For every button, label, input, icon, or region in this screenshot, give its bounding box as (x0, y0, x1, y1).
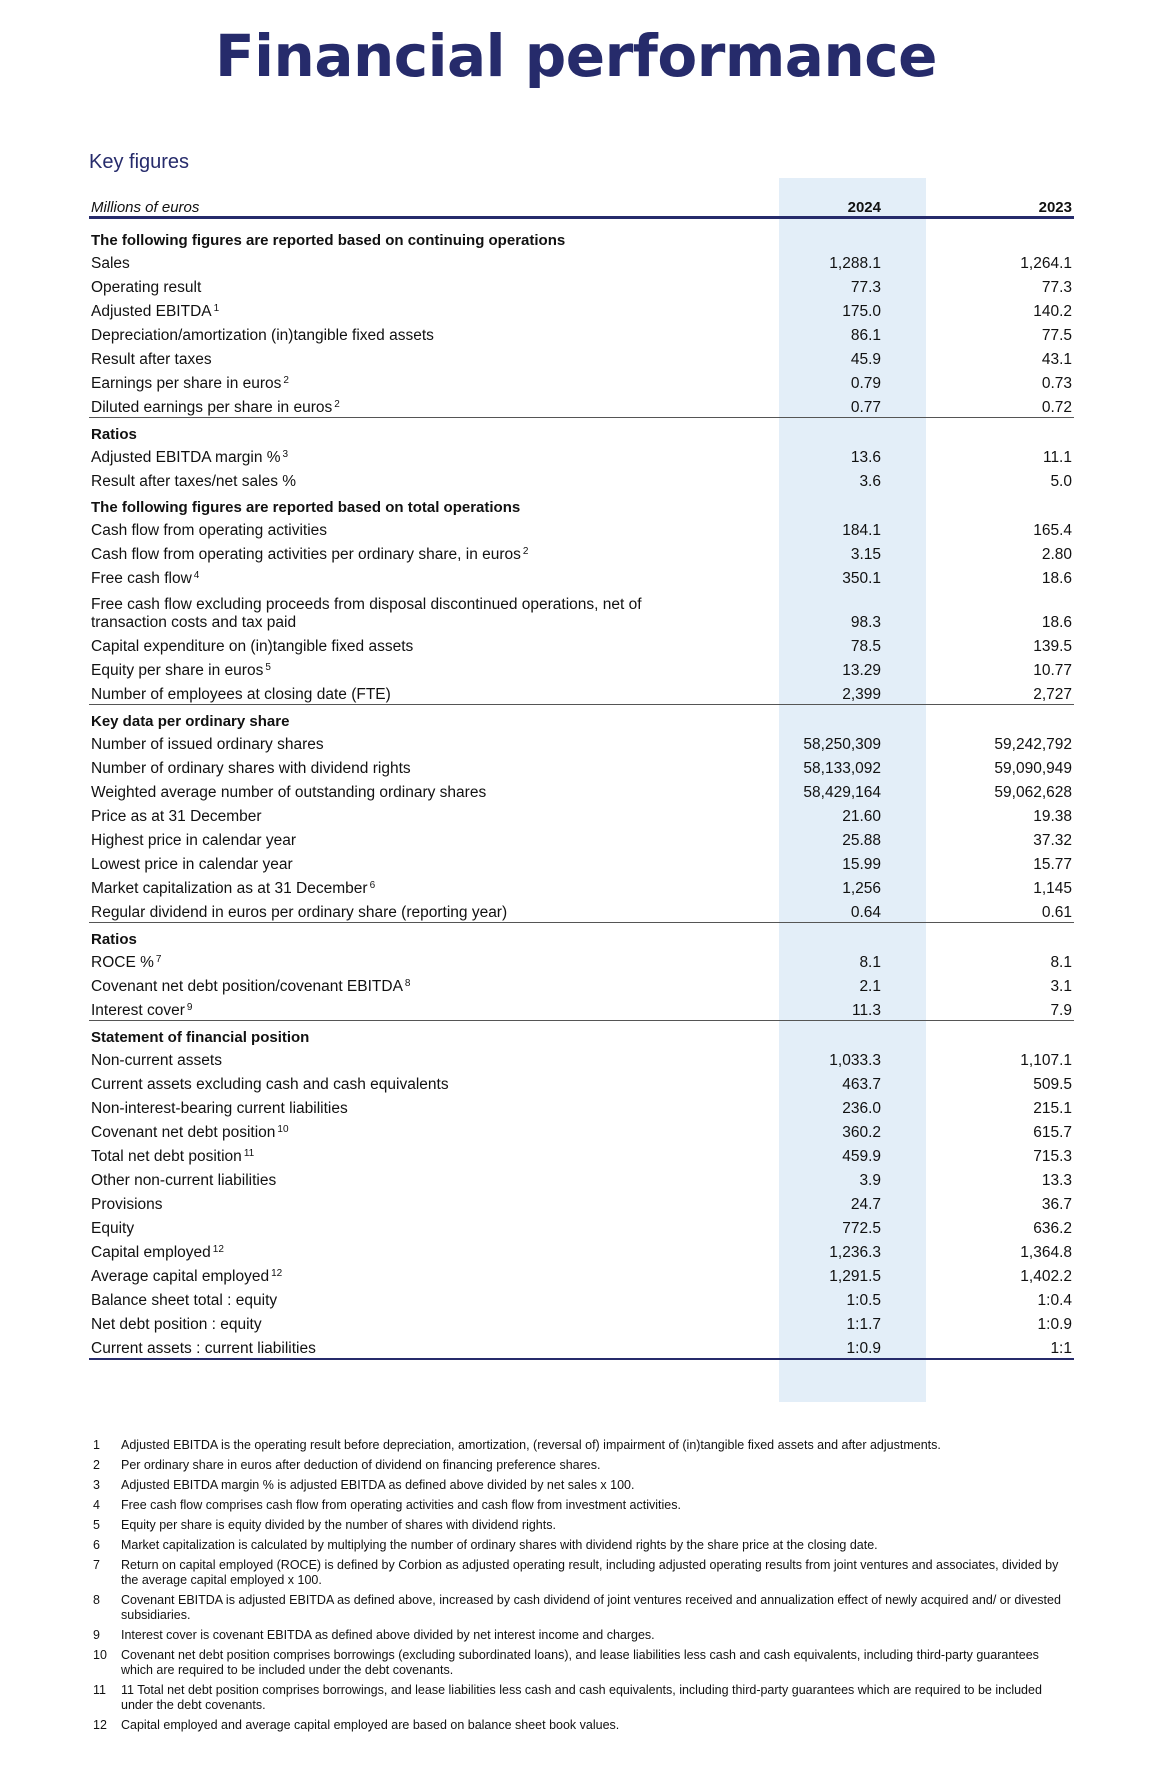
table-row (89, 632, 1074, 656)
row-label-text: Cash flow from operating activities per ordinary share, in euros (91, 546, 521, 563)
row-label-text: Other non-current liabilities (91, 1172, 277, 1189)
value-2024: 77.3 (850, 279, 881, 296)
footnote-text: Market capitalization is calculated by multiplying the number of ordinary shares with dividend rights by the share price at the closing date. (121, 1538, 878, 1552)
footnote-item (93, 1593, 1073, 1623)
row-label-text: Operating result (91, 279, 202, 296)
footnote-number: 12 (93, 1718, 107, 1732)
row-label-text: Covenant net debt position/covenant EBITDA (91, 978, 403, 995)
footnote-ref: 7 (155, 954, 162, 965)
table-row (89, 1262, 1074, 1286)
unit-label: Millions of euros (89, 188, 734, 218)
row-label (89, 1094, 734, 1118)
value-2024: 1,256 (842, 880, 881, 897)
value-2023: 19.38 (1033, 808, 1072, 825)
value-2024: 8.1 (859, 954, 881, 971)
footnote-number: 9 (93, 1628, 100, 1642)
section-heading: Key data per ordinary share (89, 705, 1074, 731)
row-label-text: Total net debt position (91, 1148, 242, 1165)
footnote-number: 11 (93, 1683, 106, 1697)
row-label-text: Diluted earnings per share in euros (91, 399, 333, 416)
footnote-text: Covenant EBITDA is adjusted EBITDA as defined above, increased by cash dividend of joint ventures received and annualization effect of newly acquired and/ or divested subsidiaries. (121, 1593, 1061, 1622)
row-label-text: Price as at 31 December (91, 808, 262, 825)
row-label-text: Equity per share in euros (91, 662, 264, 679)
row-label (89, 369, 734, 393)
value-2024: 175.0 (842, 303, 881, 320)
value-2023: 1,145 (1033, 880, 1072, 897)
footnote-number: 2 (93, 1458, 100, 1472)
row-label (89, 443, 734, 467)
value-2023: 509.5 (1033, 1076, 1072, 1093)
value-2023: 0.72 (1041, 399, 1072, 416)
value-2023: 1,107.1 (1020, 1052, 1072, 1069)
section-heading-row (89, 218, 1074, 250)
table-row (89, 802, 1074, 826)
footnote-number: 3 (93, 1478, 100, 1492)
row-label-text: Adjusted EBITDA margin % (91, 449, 281, 466)
footnote-ref: 3 (282, 449, 289, 460)
footnote-ref: 2 (522, 546, 529, 557)
value-2023: 11.1 (1042, 449, 1072, 466)
table-row (89, 778, 1074, 802)
value-2023: 215.1 (1033, 1100, 1072, 1117)
value-2024: 13.29 (842, 662, 881, 679)
row-label (89, 1262, 734, 1286)
row-label (89, 1286, 734, 1310)
footnote-item (93, 1683, 1073, 1713)
table-row (89, 443, 1074, 467)
section-heading: Statement of financial position (89, 1021, 1074, 1047)
value-2023: 0.73 (1041, 375, 1072, 392)
footnote-ref: 8 (404, 978, 411, 989)
row-label (89, 656, 734, 680)
row-label-text: Adjusted EBITDA (91, 303, 212, 320)
value-2024: 58,429,164 (803, 784, 881, 801)
value-2024: 3.15 (850, 546, 881, 563)
footnote-item (93, 1648, 1073, 1678)
value-2023: 18.6 (1041, 570, 1072, 587)
row-label-text: Average capital employed (91, 1268, 270, 1285)
table-row (89, 1094, 1074, 1118)
table-row (89, 540, 1074, 564)
value-2024: 184.1 (842, 522, 881, 539)
table-row (89, 730, 1074, 754)
row-label-text: Result after taxes/net sales % (91, 473, 297, 490)
row-label-text: Net debt position : equity (91, 1316, 262, 1333)
value-2023: 43.1 (1041, 351, 1072, 368)
row-label (89, 826, 734, 850)
value-2024: 45.9 (850, 351, 881, 368)
row-label-text: Capital expenditure on (in)tangible fixed assets (91, 638, 414, 655)
value-2024: 21.60 (842, 808, 881, 825)
value-2023: 1:0.9 (1037, 1316, 1072, 1333)
value-2023: 1,402.2 (1020, 1268, 1072, 1285)
value-2023: 1:1 (925, 1334, 1074, 1359)
table-row (89, 1310, 1074, 1334)
value-2023: 59,062,628 (994, 784, 1072, 801)
footnote-text: 11 Total net debt position comprises borrowings, and lease liabilities less cash and cash equivalents, including third-party guarantees which are required to be included under the debt covenants. (121, 1683, 1042, 1712)
table-row (89, 564, 1074, 588)
value-2024: 459.9 (842, 1148, 881, 1165)
row-label-text: Lowest price in calendar year (91, 856, 293, 873)
page-title: Financial performance (215, 22, 937, 90)
footnote-item (93, 1498, 1073, 1513)
section-heading-row (89, 418, 1074, 444)
value-2024: 772.5 (842, 1220, 881, 1237)
row-label (89, 632, 734, 656)
table-row (89, 1190, 1074, 1214)
footnote-text: Equity per share is equity divided by the number of shares with dividend rights. (121, 1518, 556, 1532)
value-2023: 37.32 (1033, 832, 1072, 849)
value-2024: 1,288.1 (829, 255, 881, 272)
table-row (89, 1046, 1074, 1070)
footnote-number: 6 (93, 1538, 100, 1552)
value-2024: 2.1 (859, 978, 881, 995)
row-label (89, 345, 734, 369)
footnote-ref: 2 (334, 399, 340, 410)
footnotes (93, 1438, 1073, 1738)
footnote-number: 4 (93, 1498, 100, 1512)
footnote-item (93, 1538, 1073, 1553)
footnote-text: Adjusted EBITDA margin % is adjusted EBITDA as defined above divided by net sales x 100. (121, 1478, 635, 1492)
value-2023: 59,242,792 (994, 736, 1072, 753)
value-2023: 36.7 (1041, 1196, 1072, 1213)
row-label-text: Market capitalization as at 31 December (91, 880, 368, 897)
value-2023: 18.6 (1041, 614, 1072, 631)
row-label (89, 1334, 734, 1359)
value-2024: 0.79 (850, 375, 881, 392)
row-label-text: Balance sheet total : equity (91, 1292, 278, 1309)
row-label (89, 754, 734, 778)
section-heading: The following figures are reported based on continuing operations (91, 232, 566, 249)
row-label (89, 249, 734, 273)
table-row (89, 1166, 1074, 1190)
value-2024: 360.2 (842, 1124, 881, 1141)
footnote-ref: 11 (243, 1148, 255, 1159)
value-2024: 1,236.3 (829, 1244, 881, 1261)
value-2024: 3.9 (859, 1172, 881, 1189)
section-heading-row (89, 491, 1074, 516)
table-row (89, 297, 1074, 321)
row-label (89, 564, 734, 588)
footnote-item (93, 1518, 1073, 1533)
row-label (89, 1190, 734, 1214)
row-label-text: Non-current assets (91, 1052, 222, 1069)
table-row (89, 1334, 1074, 1359)
value-2023: 10.77 (1033, 662, 1072, 679)
value-2023: 5.0 (1050, 473, 1072, 490)
value-2023: 0.61 (1041, 904, 1072, 921)
section-heading: Ratios (89, 923, 1074, 949)
column-header-2024: 2024 (734, 188, 883, 218)
table-row (89, 754, 1074, 778)
section-heading: Ratios (89, 418, 1074, 444)
table-header-row (89, 188, 1074, 218)
row-label-text: Provisions (91, 1196, 163, 1213)
value-2023: 140.2 (1033, 303, 1072, 320)
row-label (89, 588, 734, 632)
table-row (89, 393, 1074, 418)
row-label-text: Interest cover (91, 1002, 185, 1019)
row-label (89, 898, 734, 923)
value-2023: 636.2 (1033, 1220, 1072, 1237)
row-label-text: ROCE % (91, 954, 154, 971)
table-row (89, 321, 1074, 345)
value-2024: 1,291.5 (829, 1268, 881, 1285)
row-label (89, 393, 734, 418)
row-label (89, 778, 734, 802)
table-row (89, 656, 1074, 680)
footnote-text: Free cash flow comprises cash flow from operating activities and cash flow from investment activities. (121, 1498, 681, 1512)
section-heading-row (89, 1021, 1074, 1047)
row-label (89, 1310, 734, 1334)
row-label (89, 1046, 734, 1070)
footnote-number: 7 (93, 1558, 100, 1572)
footnote-ref: 5 (265, 662, 271, 673)
value-2024: 1:0.9 (734, 1334, 883, 1359)
row-label (89, 540, 734, 564)
value-2024: 15.99 (842, 856, 881, 873)
value-2024: 25.88 (842, 832, 881, 849)
row-label-text: Earnings per share in euros (91, 375, 282, 392)
row-label (89, 972, 734, 996)
row-label (89, 1070, 734, 1094)
footnote-ref: 6 (369, 880, 376, 891)
row-label (89, 1214, 734, 1238)
footnote-item (93, 1628, 1073, 1643)
footnote-ref: 12 (271, 1268, 283, 1279)
row-label (89, 516, 734, 540)
section-heading-row (89, 923, 1074, 949)
table-row (89, 1118, 1074, 1142)
table-row (89, 369, 1074, 393)
footnote-number: 10 (93, 1648, 107, 1662)
value-2023: 3.1 (1050, 978, 1072, 995)
row-label (89, 467, 734, 491)
value-2024: 2,399 (842, 686, 881, 703)
footnote-item (93, 1558, 1073, 1588)
value-2023: 2.80 (1041, 546, 1072, 563)
row-label (89, 996, 734, 1021)
row-label-text: Free cash flow (91, 570, 192, 587)
table-row (89, 467, 1074, 491)
row-label (89, 321, 734, 345)
row-label-text: Equity (91, 1220, 135, 1237)
value-2023: 59,090,949 (994, 760, 1072, 777)
row-label (89, 273, 734, 297)
row-label-text: Weighted average number of outstanding ordinary shares (91, 784, 487, 801)
value-2023: 2,727 (1033, 686, 1072, 703)
row-label (89, 1118, 734, 1142)
row-label-text: Result after taxes (91, 351, 212, 368)
footnote-number: 5 (93, 1518, 100, 1532)
footnote-text: Per ordinary share in euros after deduction of dividend on financing preference shares. (121, 1458, 601, 1472)
value-2024: 1:0.5 (846, 1292, 881, 1309)
table-row (89, 826, 1074, 850)
table-row (89, 996, 1074, 1021)
footnote-text: Return on capital employed (ROCE) is defined by Corbion as adjusted operating result, including adjusted operating results from joint ventures and associates, divided by the average capital employed x 100. (121, 1558, 1059, 1587)
row-label (89, 850, 734, 874)
value-2024: 58,133,092 (803, 760, 881, 777)
table-row (89, 345, 1074, 369)
table-row (89, 249, 1074, 273)
row-label-text: Covenant net debt position (91, 1124, 276, 1141)
row-label (89, 1142, 734, 1166)
value-2023: 1,264.1 (1020, 255, 1072, 272)
footnote-text: Interest cover is covenant EBITDA as defined above divided by net interest income and charges. (121, 1628, 655, 1642)
value-2023: 165.4 (1033, 522, 1072, 539)
value-2023: 77.3 (1041, 279, 1072, 296)
section-heading-row (89, 705, 1074, 731)
value-2023: 77.5 (1041, 327, 1072, 344)
row-label (89, 730, 734, 754)
row-label (89, 802, 734, 826)
table-row (89, 850, 1074, 874)
row-label-text: Number of ordinary shares with dividend rights (91, 760, 411, 777)
row-label (89, 1238, 734, 1262)
footnote-number: 8 (93, 1593, 100, 1607)
table-row (89, 1286, 1074, 1310)
table-row (89, 972, 1074, 996)
footnote-ref: 1 (213, 303, 220, 314)
row-label (89, 297, 734, 321)
value-2023: 13.3 (1041, 1172, 1072, 1189)
table-row (89, 948, 1074, 972)
footnote-text: Adjusted EBITDA is the operating result before depreciation, amortization, (reversal of) impairment of (in)tangible fixed assets and after adjustments. (121, 1438, 941, 1452)
value-2024: 0.64 (850, 904, 881, 921)
value-2024: 78.5 (850, 638, 881, 655)
row-label-text: Cash flow from operating activities (91, 522, 328, 539)
row-label-text: Free cash flow excluding proceeds from disposal discontinued operations, net of transaction costs and tax paid (91, 596, 642, 631)
footnote-item (93, 1718, 1073, 1733)
value-2024: 13.6 (850, 449, 881, 466)
value-2024: 86.1 (850, 327, 881, 344)
value-2023: 139.5 (1033, 638, 1072, 655)
row-label-text: Non-interest-bearing current liabilities (91, 1100, 348, 1117)
row-label (89, 680, 734, 705)
footnote-ref: 2 (283, 375, 289, 386)
footnote-ref: 10 (277, 1124, 289, 1135)
value-2024: 350.1 (842, 570, 881, 587)
table-row (89, 588, 1074, 632)
row-label (89, 874, 734, 898)
value-2023: 15.77 (1033, 856, 1072, 873)
row-label-text: Current assets : current liabilities (91, 1340, 316, 1357)
key-figures-body (89, 218, 1074, 1360)
row-label-text: Current assets excluding cash and cash equivalents (91, 1076, 449, 1093)
footnote-text: Covenant net debt position comprises borrowings (excluding subordinated loans), and lease liabilities less cash and cash equivalents, including third-party guarantees which are required to be included under the debt covenants. (121, 1648, 1039, 1677)
value-2024: 24.7 (850, 1196, 881, 1213)
value-2024: 236.0 (842, 1100, 881, 1117)
table-row (89, 898, 1074, 923)
value-2024: 11.3 (851, 1002, 881, 1019)
row-label-text: Capital employed (91, 1244, 211, 1261)
row-label-text: Depreciation/amortization (in)tangible fixed assets (91, 327, 434, 344)
value-2024: 463.7 (842, 1076, 881, 1093)
value-2024: 1:1.7 (846, 1316, 881, 1333)
footnote-item (93, 1478, 1073, 1493)
value-2024: 98.3 (850, 614, 881, 631)
value-2024: 3.6 (859, 473, 881, 490)
value-2023: 615.7 (1033, 1124, 1072, 1141)
footnote-number: 1 (93, 1438, 100, 1452)
column-header-2023: 2023 (925, 188, 1074, 218)
table-row (89, 1214, 1074, 1238)
key-figures-table (89, 188, 1074, 1360)
value-2024: 1,033.3 (829, 1052, 881, 1069)
row-label-text: Regular dividend in euros per ordinary share (reporting year) (91, 904, 508, 921)
value-2023: 715.3 (1033, 1148, 1072, 1165)
row-label-text: Highest price in calendar year (91, 832, 297, 849)
value-2024: 58,250,309 (803, 736, 881, 753)
footnote-text: Capital employed and average capital employed are based on balance sheet book values. (121, 1718, 620, 1732)
footnote-ref: 4 (193, 570, 200, 581)
value-2023: 1,364.8 (1020, 1244, 1072, 1261)
row-label-text: Number of issued ordinary shares (91, 736, 324, 753)
footnote-item (93, 1438, 1073, 1453)
footnote-ref: 9 (186, 1002, 193, 1013)
footnote-ref: 12 (212, 1244, 224, 1255)
row-label-text: Sales (91, 255, 130, 272)
section-heading: The following figures are reported based on total operations (91, 499, 521, 516)
value-2024: 0.77 (850, 399, 881, 416)
table-row (89, 1142, 1074, 1166)
row-label (89, 1166, 734, 1190)
footnote-item (93, 1458, 1073, 1473)
table-row (89, 680, 1074, 705)
table-row (89, 1238, 1074, 1262)
table-row (89, 1070, 1074, 1094)
value-2023: 7.9 (1050, 1002, 1072, 1019)
row-label (89, 948, 734, 972)
value-2023: 8.1 (1050, 954, 1072, 971)
table-row (89, 516, 1074, 540)
table-row (89, 273, 1074, 297)
row-label-text: Number of employees at closing date (FTE) (91, 686, 391, 703)
table-row (89, 874, 1074, 898)
section-title: Key figures (89, 151, 190, 173)
value-2023: 1:0.4 (1037, 1292, 1072, 1309)
